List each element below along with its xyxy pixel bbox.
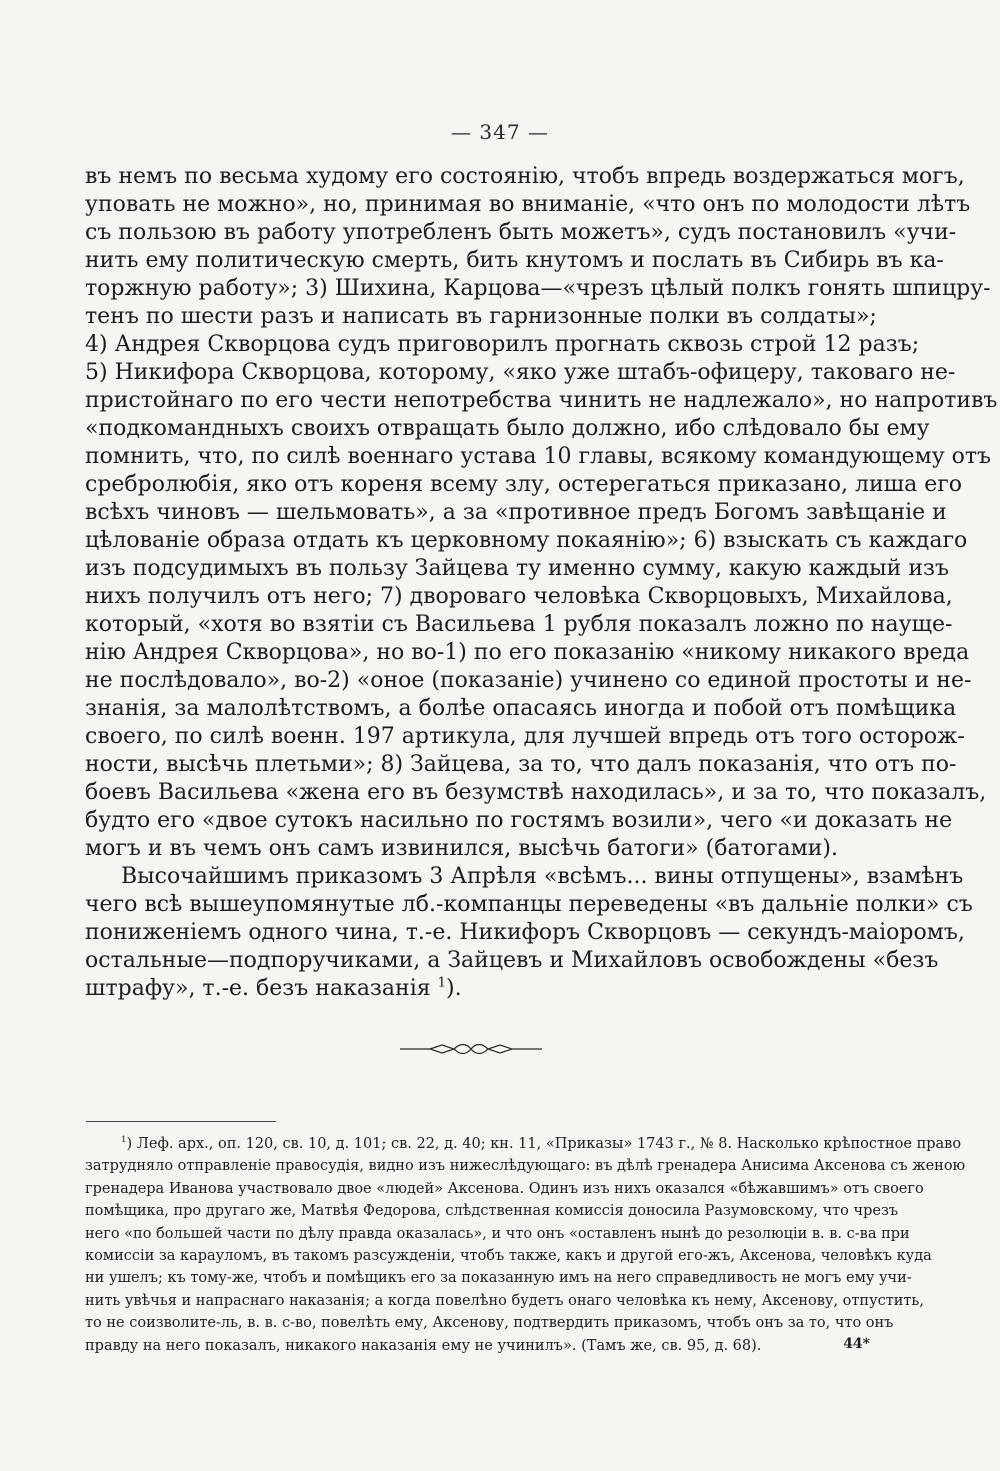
text-line: могъ и въ чемъ онъ самъ извинился, высѣчь батоги» (батогами). [85, 836, 838, 861]
text-line: пониженіемъ одного чина, т.-е. Никифоръ Скворцовъ — секундъ-маіоромъ, [85, 920, 965, 945]
text-line: Высочайшимъ приказомъ 3 Апрѣля «всѣмъ... вины отпущены», взамѣнъ [121, 864, 964, 889]
text-line: нихъ получилъ отъ него; 7) двороваго человѣка Скворцовыхъ, Михайлова, [85, 584, 953, 609]
footnote-line: затрудняло отправленіе правосудія, видно изъ нижеслѣдующаго: въ дѣлѣ гренадера Анисима Аксенова съ женою [85, 1158, 966, 1175]
main-text [85, 163, 998, 1003]
footnote-block [85, 1133, 966, 1357]
signature-mark: 44* [843, 1336, 870, 1352]
text-line: всѣхъ чиновъ — шельмовать», а за «противное предъ Богомъ завѣщаніе и [85, 500, 947, 525]
ornament-divider-icon [400, 1041, 542, 1057]
text-line: пристойнаго по его чести непотребства чинить не надлежало», но напротивъ [85, 388, 998, 413]
text-line: остальные—подпоручиками, а Зайцевъ и Михайловъ освобождены «безъ [85, 948, 939, 973]
text-line: нію Андрея Скворцова», но во-1) по его показанію «никому никакого вреда [85, 640, 970, 665]
text-line: помнить, что, по силѣ военнаго устава 10 главы, всякому командующему отъ [85, 444, 992, 469]
footnote-line: комиссіи за карауломъ, въ такомъ разсужденіи, чтобъ также, какъ и другой его-жъ, Аксенова, человѣкъ куда [85, 1247, 932, 1264]
text-line-final [85, 975, 875, 1003]
text-line: «подкомандныхъ своихъ отвращать было должно, ибо слѣдовало бы ему [85, 416, 930, 441]
footnote-divider [86, 1121, 276, 1122]
text-line: 5) Никифора Скворцова, которому, «яко уже штабъ-офицеру, таковаго не- [85, 360, 956, 385]
text-line: уповать не можно», но, принимая во вниманіе, «что онъ по молодости лѣтъ [85, 192, 971, 217]
text-line: который, «хотя во взятіи съ Васильева 1 рубля показалъ ложно по наущe- [85, 612, 953, 637]
text-line: чего всѣ вышеупомянутые лб.-компанцы переведены «въ дальніе полки» съ [85, 892, 973, 917]
text-line: въ немъ по весьма худому его состоянію, чтобъ впредь воздержаться могъ, [85, 164, 965, 189]
text-line: сребролюбія, яко отъ кореня всему злу, остерегаться приказано, лиша его [85, 472, 962, 497]
footnote-line: него «по большей части по дѣлу правда оказалась», и что онъ «оставленъ нынѣ до резолюціи в. в. с-ва при [85, 1225, 910, 1242]
text-line: тенъ по шести разъ и написать въ гарнизонные полки въ солдаты»; [85, 304, 877, 329]
page-number: — 347 — [451, 120, 549, 144]
text-line: будто его «двое сутокъ насильно по гостямъ возили», чего «и доказать не [85, 808, 953, 833]
text-line: своего, по силѣ военн. 197 артикула, для лучшей впредь отъ того осторож- [85, 724, 965, 749]
text-line: 4) Андрея Скворцова судъ приговорилъ прогнать сквозь строй 12 разъ; [85, 332, 920, 357]
footnote-line: ни ушелъ; къ тому-же, чтобъ и помѣщикъ его за показанную имъ на него справедливость не могъ ему учи- [85, 1270, 912, 1287]
footnote-line-first [85, 1133, 962, 1155]
footnote-line: нить увѣчья и напраснаго наказанія; а когда повелѣно будетъ онаго человѣка къ нему, Аксенову, отпустить, [85, 1292, 924, 1309]
footnote-line: то не соизволите-ль, в. в. с-во, повелѣть ему, Аксенову, подтвердить приказомъ, чтобъ онъ за то, что онъ [85, 1315, 894, 1332]
text-line: съ пользою въ работу употребленъ быть можетъ», судъ постановилъ «учи- [85, 220, 957, 245]
footnote-line: ) Леф. арх., оп. 120, св. 10, д. 101; св. 22, д. 40; кн. 11, «Приказы» 1743 г., № 8. Насколько крѣпостное право [126, 1136, 962, 1152]
text-line: знанія, за малолѣтствомъ, а болѣе опасаясь иногда и побой отъ помѣщика [85, 696, 957, 721]
text-line: нить ему политическую смерть, бить кнутомъ и послать въ Сибирь въ ка- [85, 248, 944, 273]
text-line: не послѣдовало», во-2) «оное (показаніе) учинено со единой простоты и не- [85, 668, 972, 693]
text-line: штрафу», т.-е. безъ наказанія [85, 976, 438, 1001]
footnote-reference: 1 [437, 975, 447, 991]
text-line: изъ подсудимыхъ въ пользу Зайцева ту именно сумму, какую каждый изъ [85, 556, 949, 581]
footnote-line: помѣщика, про другаго же, Матвѣя Федорова, слѣдственная комиссія доносила Разумовскому, что чрезъ [85, 1203, 899, 1220]
footnote-line: гренадера Иванова участвовало двое «людей» Аксенова. Одинъ изъ нихъ оказался «бѣжавшимъ» отъ своего [85, 1180, 924, 1197]
text-line: ности, высѣчь плетьми»; 8) Зайцева, за то, что далъ показанія, что отъ по- [85, 752, 957, 777]
text-line: торжную работу»; 3) Шихина, Карцова—«чрезъ цѣлый полкъ гонять шпицру- [85, 276, 991, 301]
text-line: цѣлованіе образа отдать къ церковному покаянію»; 6) взыскать съ каждаго [85, 528, 968, 553]
closing-punctuation: ). [446, 976, 462, 1001]
text-line: боевъ Васильева «жена его въ безумствѣ находилась», и за то, что показалъ, [85, 780, 987, 805]
footnote-line: правду на него показалъ, никакого наказанія ему не учинилъ». (Тамъ же, св. 95, д. 68). [85, 1337, 762, 1354]
footnote-number: 1 [121, 1135, 127, 1146]
